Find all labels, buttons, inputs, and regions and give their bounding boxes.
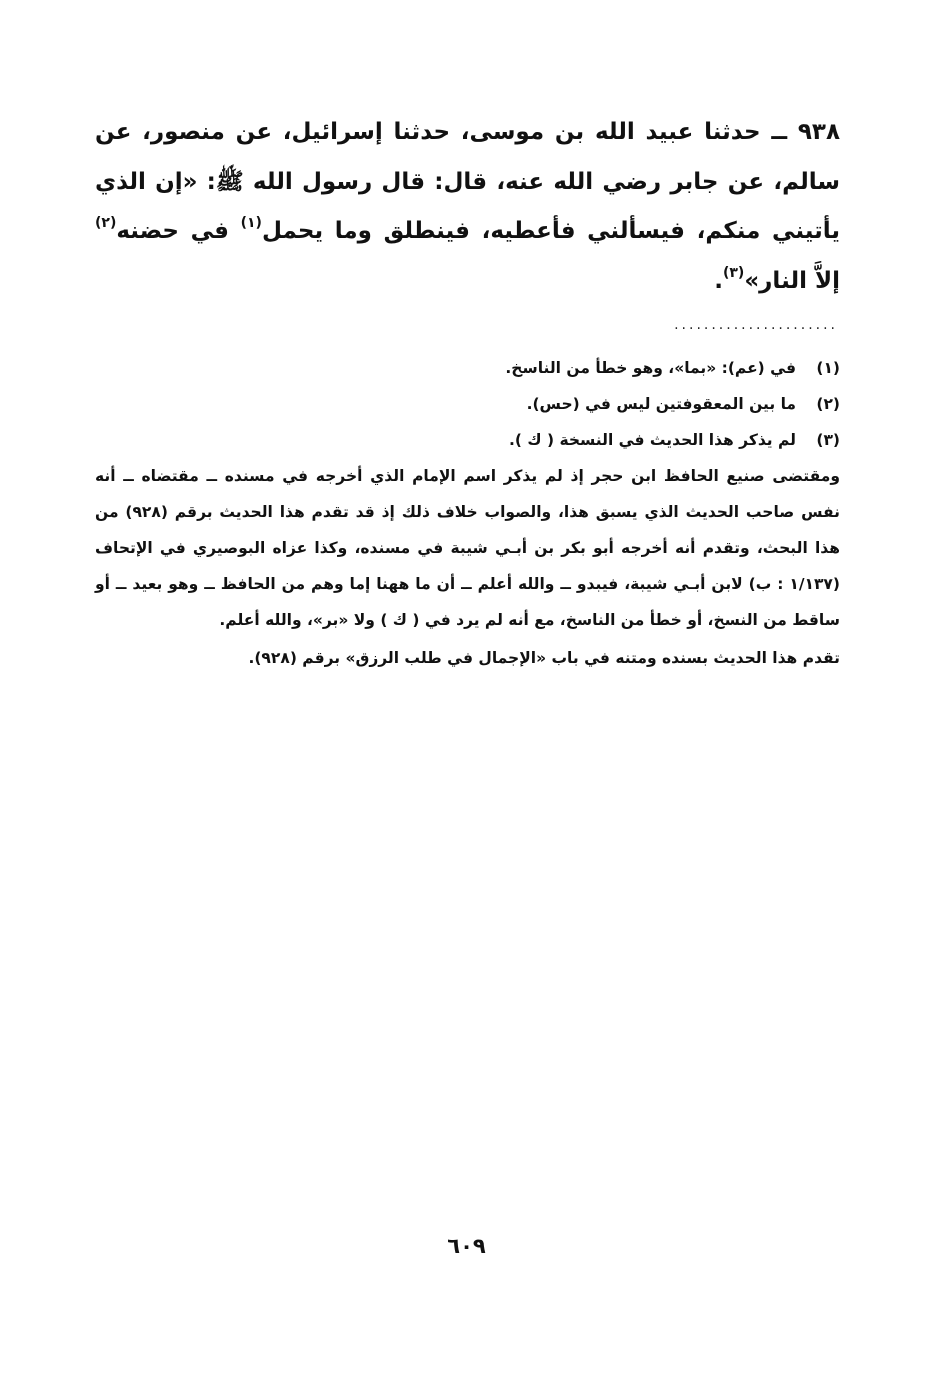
footnote-separator: ...................... [674, 317, 838, 333]
footnote-3 [95, 422, 840, 458]
hadith-text [95, 108, 840, 306]
hadith-body-part-3: إلاَّ النار» [744, 267, 840, 294]
hadith-body-end: . [714, 267, 723, 294]
footnote-2 [95, 386, 840, 422]
footnote-text: ما بين المعقوفتين ليس في (حس). [526, 395, 796, 413]
hadith-number: ٩٣٨ [797, 119, 840, 145]
footnote-marker: (١) [816, 359, 840, 377]
footnote-marker: (٢) [816, 395, 840, 413]
page-number: ٦٠٩ [447, 1234, 486, 1258]
hadith-body-part-2: في حضنه [116, 218, 241, 244]
footnote-ref-1[interactable]: (١) [240, 215, 262, 231]
footnote-text: في (عم): «بما»، وهو خطأ من الناسخ. [505, 359, 796, 377]
footnotes-section [95, 350, 840, 676]
footnote-text: لم يذكر هذا الحديث في النسخة ( ك ). [509, 431, 796, 449]
footnote-ref-2[interactable]: (٢) [95, 215, 117, 231]
footnote-ref-3[interactable]: (٣) [722, 264, 745, 281]
footnote-3-last-line: تقدم هذا الحديث بسنده ومتنه في باب «الإجمال في طلب الرزق» برقم (٩٢٨). [248, 649, 840, 667]
hadith-body-part-1: ــ حدثنا عبيد الله بن موسى، حدثنا إسرائيل، عن منصور، عن سالم، عن جابر رضي الله عنه، قال: قال رسول الله ﷺ: «إن الذي يأتيني منكم، فيسألني فأعطيه، فينطلق وما يحمل [95, 119, 840, 244]
footnote-3-continuation: ومقتضى صنيع الحافظ ابن حجر إذ لم يذكر اسم الإمام الذي أخرجه في مسنده ــ مقتضاه ــ أنه نفس صاحب الحديث الذي يسبق هذا، والصواب خلاف ذلك إذ قد تقدم هذا الحديث برقم (٩٢٨) من هذا البحث، وتقدم أنه أخرجه أبو بكر بن أبـي شيبة في مسنده، وكذا عزاه البوصيري في الإتحاف (١/١٣٧ : ب) لابن أبـي شيبة، فيبدو ــ والله أعلم ــ أن ما ههنا إما وهم من الحافظ ــ وهو بعيد ــ أو ساقط من النسخ، أو خطأ من الناسخ، مع أنه لم يرد في ( ك ) ولا «بر»، والله أعلم. [95, 467, 840, 629]
footnote-marker: (٣) [816, 431, 840, 449]
footnote-1 [95, 350, 840, 386]
